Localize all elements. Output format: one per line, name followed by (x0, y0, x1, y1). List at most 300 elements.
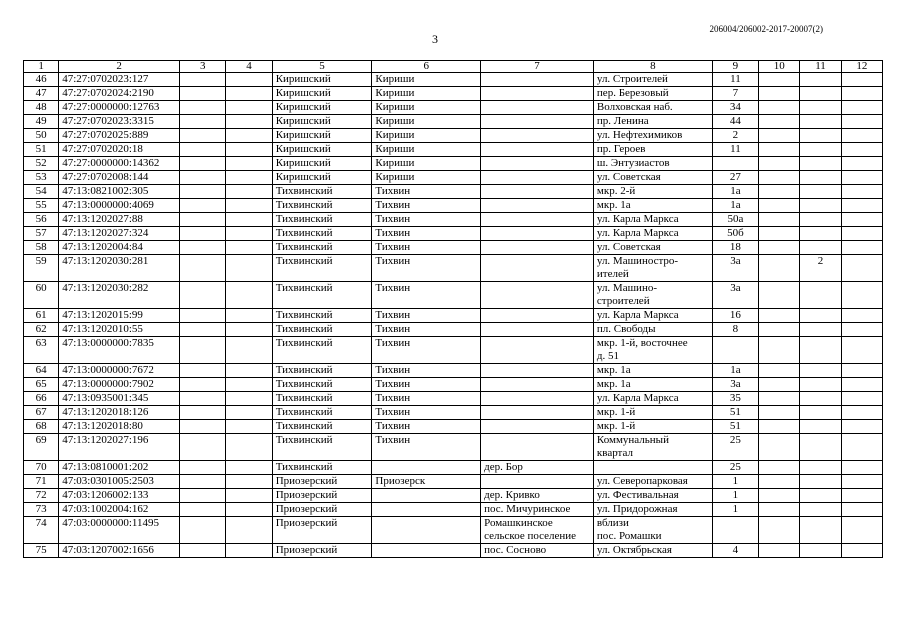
table-cell (800, 378, 841, 392)
table-cell: Ромашкинское сельское поселение (481, 517, 594, 544)
table-cell (841, 544, 882, 558)
table-cell (481, 434, 594, 461)
table-cell: Тихвин (372, 309, 481, 323)
table-cell: 47:27:0702023:127 (59, 73, 180, 87)
table-cell: Тихвинский (272, 420, 372, 434)
column-header: 3 (180, 61, 226, 73)
table-cell (226, 544, 272, 558)
table-cell (800, 517, 841, 544)
table-cell: пос. Мичуринское (481, 503, 594, 517)
table-cell: вблизи пос. Ромашки (593, 517, 712, 544)
table-cell: Кириши (372, 157, 481, 171)
table-cell: Тихвин (372, 337, 481, 364)
table-cell (800, 392, 841, 406)
table-cell: 49 (24, 115, 59, 129)
table-row (24, 337, 883, 364)
table-cell (800, 503, 841, 517)
table-cell (759, 199, 800, 213)
column-header: 7 (481, 61, 594, 73)
table-cell: Киришский (272, 73, 372, 87)
table-cell: Тихвинский (272, 185, 372, 199)
table-cell: Тихвин (372, 323, 481, 337)
table-cell: Тихвин (372, 364, 481, 378)
table-cell (841, 143, 882, 157)
table-cell: Кириши (372, 115, 481, 129)
table-cell: 47:03:1207002:1656 (59, 544, 180, 558)
table-cell (841, 517, 882, 544)
table-cell (800, 544, 841, 558)
table-cell: мкр. 1а (593, 199, 712, 213)
table-row (24, 461, 883, 475)
table-row (24, 364, 883, 378)
table-cell (800, 309, 841, 323)
table-cell: Волховская наб. (593, 101, 712, 115)
table-cell (481, 87, 594, 101)
table-cell (841, 378, 882, 392)
table-cell (180, 337, 226, 364)
table-cell (800, 489, 841, 503)
table-cell (841, 171, 882, 185)
table-cell (180, 517, 226, 544)
table-cell: ул. Придорожная (593, 503, 712, 517)
table-cell (800, 129, 841, 143)
table-cell (800, 87, 841, 101)
table-cell (180, 115, 226, 129)
table-cell (226, 241, 272, 255)
table-cell (841, 323, 882, 337)
table-cell (841, 87, 882, 101)
table-cell (841, 129, 882, 143)
table-cell: 47:13:1202004:84 (59, 241, 180, 255)
table-cell (481, 323, 594, 337)
table-cell (226, 171, 272, 185)
table-cell (481, 475, 594, 489)
table-cell: Приозерский (272, 475, 372, 489)
table-cell (800, 337, 841, 364)
table-cell (841, 157, 882, 171)
table-row (24, 489, 883, 503)
table-cell: 25 (712, 461, 758, 475)
table-row (24, 129, 883, 143)
table-cell: 70 (24, 461, 59, 475)
table-cell: Киришский (272, 115, 372, 129)
table-cell: Тихвин (372, 282, 481, 309)
table-cell (841, 101, 882, 115)
table-cell (841, 434, 882, 461)
table-cell: 1 (712, 489, 758, 503)
table-cell: 2 (800, 255, 841, 282)
table-cell (759, 129, 800, 143)
table-cell (226, 185, 272, 199)
table-cell: пр. Ленина (593, 115, 712, 129)
table-cell: 73 (24, 503, 59, 517)
table-cell (481, 420, 594, 434)
table-cell (226, 101, 272, 115)
table-row (24, 199, 883, 213)
table-cell (226, 434, 272, 461)
table-cell: 52 (24, 157, 59, 171)
table-cell: Тихвин (372, 434, 481, 461)
table-cell (800, 282, 841, 309)
table-cell (372, 489, 481, 503)
table-cell: Тихвинский (272, 364, 372, 378)
table-cell (180, 461, 226, 475)
table-cell (759, 101, 800, 115)
table-cell (226, 475, 272, 489)
table-cell (180, 282, 226, 309)
table-cell: 71 (24, 475, 59, 489)
table-cell: Тихвинский (272, 392, 372, 406)
table-cell (481, 337, 594, 364)
table-cell: Тихвинский (272, 255, 372, 282)
table-cell (759, 241, 800, 255)
table-cell (800, 241, 841, 255)
column-header: 9 (712, 61, 758, 73)
registry-table (23, 60, 883, 558)
table-cell: 7 (712, 87, 758, 101)
table-cell: 66 (24, 392, 59, 406)
table-cell (841, 227, 882, 241)
table-cell: 47:13:0000000:7835 (59, 337, 180, 364)
table-cell: 57 (24, 227, 59, 241)
table-cell: пер. Березовый (593, 87, 712, 101)
table-cell (841, 185, 882, 199)
table-cell (180, 323, 226, 337)
table-cell (226, 337, 272, 364)
table-cell: 47:13:1202027:88 (59, 213, 180, 227)
table-cell: 47:13:0810001:202 (59, 461, 180, 475)
table-cell (841, 406, 882, 420)
table-cell: 1а (712, 185, 758, 199)
table-cell: Приозерский (272, 489, 372, 503)
table-cell: 47:13:0000000:7672 (59, 364, 180, 378)
table-cell: 47:27:0000000:12763 (59, 101, 180, 115)
table-cell (759, 392, 800, 406)
table-cell (759, 171, 800, 185)
table-cell: ул. Карла Маркса (593, 213, 712, 227)
table-cell (180, 171, 226, 185)
table-cell: ул. Советская (593, 241, 712, 255)
table-cell: 60 (24, 282, 59, 309)
table-cell (759, 309, 800, 323)
table-cell: Киришский (272, 143, 372, 157)
table-cell (180, 143, 226, 157)
table-cell: 4 (712, 544, 758, 558)
table-cell (372, 517, 481, 544)
table-cell (481, 199, 594, 213)
table-cell (180, 434, 226, 461)
table-cell: 51 (712, 406, 758, 420)
table-cell (800, 434, 841, 461)
column-header: 5 (272, 61, 372, 73)
table-cell (180, 185, 226, 199)
table-cell (800, 185, 841, 199)
table-cell: ул. Фестивальная (593, 489, 712, 503)
table-cell: 69 (24, 434, 59, 461)
table-cell: 47:27:0000000:14362 (59, 157, 180, 171)
table-cell (180, 227, 226, 241)
table-cell (800, 364, 841, 378)
table-cell: Тихвинский (272, 378, 372, 392)
table-cell (759, 282, 800, 309)
table-row (24, 101, 883, 115)
table-cell (226, 199, 272, 213)
table-cell: 54 (24, 185, 59, 199)
table-cell: Коммунальный квартал (593, 434, 712, 461)
table-cell (180, 199, 226, 213)
table-cell (800, 227, 841, 241)
table-cell: Кириши (372, 143, 481, 157)
table-cell (226, 73, 272, 87)
table-cell (180, 489, 226, 503)
table-cell: 47:13:1202018:126 (59, 406, 180, 420)
table-cell (759, 420, 800, 434)
table-cell: ул. Карла Маркса (593, 392, 712, 406)
table-cell (481, 171, 594, 185)
table-cell: 59 (24, 255, 59, 282)
table-cell (481, 255, 594, 282)
table-cell: 47:13:1202030:281 (59, 255, 180, 282)
table-cell: 56 (24, 213, 59, 227)
table-cell: 47:27:0702023:3315 (59, 115, 180, 129)
table-cell: 50б (712, 227, 758, 241)
table-cell (759, 517, 800, 544)
table-cell: Тихвин (372, 199, 481, 213)
table-cell: 44 (712, 115, 758, 129)
table-cell (481, 282, 594, 309)
table-cell (481, 364, 594, 378)
column-header: 10 (759, 61, 800, 73)
table-row (24, 227, 883, 241)
table-cell: Тихвин (372, 227, 481, 241)
table-cell: Тихвинский (272, 199, 372, 213)
table-cell (481, 241, 594, 255)
table-cell: 47:13:1202027:324 (59, 227, 180, 241)
table-cell (180, 392, 226, 406)
table-cell (800, 475, 841, 489)
table-cell (372, 544, 481, 558)
table-cell: пр. Героев (593, 143, 712, 157)
table-cell: 46 (24, 73, 59, 87)
table-cell: ул. Карла Маркса (593, 309, 712, 323)
table-cell: 47:13:1202030:282 (59, 282, 180, 309)
table-cell: Приозерский (272, 517, 372, 544)
table-cell: 1а (712, 199, 758, 213)
table-cell (226, 323, 272, 337)
table-cell: пл. Свободы (593, 323, 712, 337)
table-cell (759, 157, 800, 171)
table-cell (759, 475, 800, 489)
table-cell (180, 87, 226, 101)
table-cell (800, 171, 841, 185)
table-cell (759, 143, 800, 157)
table-cell: ул. Северопарковая (593, 475, 712, 489)
table-row (24, 475, 883, 489)
table-cell: 47 (24, 87, 59, 101)
table-cell (226, 115, 272, 129)
table-cell: Тихвин (372, 185, 481, 199)
table-cell (800, 73, 841, 87)
table-cell (226, 489, 272, 503)
table-cell (759, 489, 800, 503)
table-cell: 1 (712, 475, 758, 489)
table-cell: ул. Нефтехимиков (593, 129, 712, 143)
table-cell (226, 392, 272, 406)
table-cell: Тихвин (372, 392, 481, 406)
table-cell: 1а (712, 364, 758, 378)
table-cell (481, 73, 594, 87)
table-cell: дер. Кривко (481, 489, 594, 503)
table-cell: Приозерск (372, 475, 481, 489)
table-cell: мкр. 1-й (593, 420, 712, 434)
table-cell (481, 185, 594, 199)
table-cell: 3а (712, 378, 758, 392)
table-cell (481, 378, 594, 392)
table-row (24, 87, 883, 101)
table-row (24, 241, 883, 255)
table-cell: 74 (24, 517, 59, 544)
table-cell: ул. Октябрьская (593, 544, 712, 558)
page-number: 3 (432, 32, 438, 46)
table-row (24, 392, 883, 406)
table-cell (180, 129, 226, 143)
table-cell: 72 (24, 489, 59, 503)
table-cell: 47:27:0702008:144 (59, 171, 180, 185)
table-cell: Тихвинский (272, 323, 372, 337)
table-cell: 65 (24, 378, 59, 392)
table-cell: Киришский (272, 157, 372, 171)
table-cell (180, 213, 226, 227)
table-cell (481, 392, 594, 406)
table-cell (759, 115, 800, 129)
table-cell: 47:13:1202010:55 (59, 323, 180, 337)
table-cell (226, 517, 272, 544)
table-cell: ул. Машиностро- ителей (593, 255, 712, 282)
table-cell (800, 101, 841, 115)
table-row (24, 185, 883, 199)
table-cell: 34 (712, 101, 758, 115)
column-header: 2 (59, 61, 180, 73)
table-cell (841, 503, 882, 517)
table-cell (759, 434, 800, 461)
table-cell (226, 420, 272, 434)
table-cell: 3а (712, 282, 758, 309)
table-row (24, 309, 883, 323)
table-cell (180, 309, 226, 323)
table-cell: мкр. 1-й, восточнее д. 51 (593, 337, 712, 364)
table-cell (226, 282, 272, 309)
table-cell: Тихвин (372, 420, 481, 434)
table-cell (800, 406, 841, 420)
table-cell: Тихвинский (272, 227, 372, 241)
table-cell (759, 461, 800, 475)
table-cell (800, 199, 841, 213)
table-cell (180, 475, 226, 489)
table-cell (226, 503, 272, 517)
table-cell (841, 73, 882, 87)
table-cell: 47:03:1002004:162 (59, 503, 180, 517)
table-cell (759, 323, 800, 337)
table-cell (800, 323, 841, 337)
table-cell (759, 378, 800, 392)
table-cell: Тихвин (372, 255, 481, 282)
table-cell (841, 115, 882, 129)
column-header: 11 (800, 61, 841, 73)
table-cell (180, 73, 226, 87)
table-cell: Тихвин (372, 406, 481, 420)
table-cell (226, 213, 272, 227)
table-cell: 1 (712, 503, 758, 517)
table-cell (759, 406, 800, 420)
table-cell (841, 213, 882, 227)
table-cell: Тихвинский (272, 434, 372, 461)
table-cell: Кириши (372, 101, 481, 115)
table-cell (226, 129, 272, 143)
table-cell: Киришский (272, 101, 372, 115)
table-cell (180, 378, 226, 392)
table-cell: мкр. 1-й (593, 406, 712, 420)
table-row (24, 544, 883, 558)
table-cell (800, 213, 841, 227)
table-cell (226, 364, 272, 378)
table-cell (226, 461, 272, 475)
table-cell: 47:13:1202027:196 (59, 434, 180, 461)
table-cell: Тихвинский (272, 213, 372, 227)
table-cell (180, 503, 226, 517)
table-cell: 67 (24, 406, 59, 420)
table-cell (226, 406, 272, 420)
table-cell (841, 364, 882, 378)
table-cell: 50а (712, 213, 758, 227)
table-cell: ул. Карла Маркса (593, 227, 712, 241)
table-cell (759, 255, 800, 282)
table-cell (841, 475, 882, 489)
table-cell (593, 461, 712, 475)
table-cell: 55 (24, 199, 59, 213)
table-cell: 11 (712, 73, 758, 87)
table-cell: ул. Строителей (593, 73, 712, 87)
table-cell: 47:13:1202018:80 (59, 420, 180, 434)
table-cell: 47:27:0702024:2190 (59, 87, 180, 101)
table-cell: Тихвинский (272, 337, 372, 364)
table-cell: 68 (24, 420, 59, 434)
table-cell (841, 282, 882, 309)
table-cell (226, 378, 272, 392)
table-cell: 47:13:0000000:4069 (59, 199, 180, 213)
table-cell: Киришский (272, 171, 372, 185)
table-cell (226, 309, 272, 323)
table-row (24, 157, 883, 171)
table-cell: 61 (24, 309, 59, 323)
table-cell: 16 (712, 309, 758, 323)
table-cell: 47:27:0702025:889 (59, 129, 180, 143)
column-header: 6 (372, 61, 481, 73)
table-cell (841, 337, 882, 364)
table-cell (481, 101, 594, 115)
table-cell: 51 (24, 143, 59, 157)
table-row (24, 213, 883, 227)
table-cell (841, 461, 882, 475)
table-row (24, 115, 883, 129)
table-cell: 63 (24, 337, 59, 364)
document-number: 206004/206002-2017-20007(2) (709, 24, 823, 34)
table-cell (226, 255, 272, 282)
table-cell: Кириши (372, 171, 481, 185)
table-cell: 3а (712, 255, 758, 282)
table-cell (800, 461, 841, 475)
table-cell (481, 309, 594, 323)
table-cell: 27 (712, 171, 758, 185)
